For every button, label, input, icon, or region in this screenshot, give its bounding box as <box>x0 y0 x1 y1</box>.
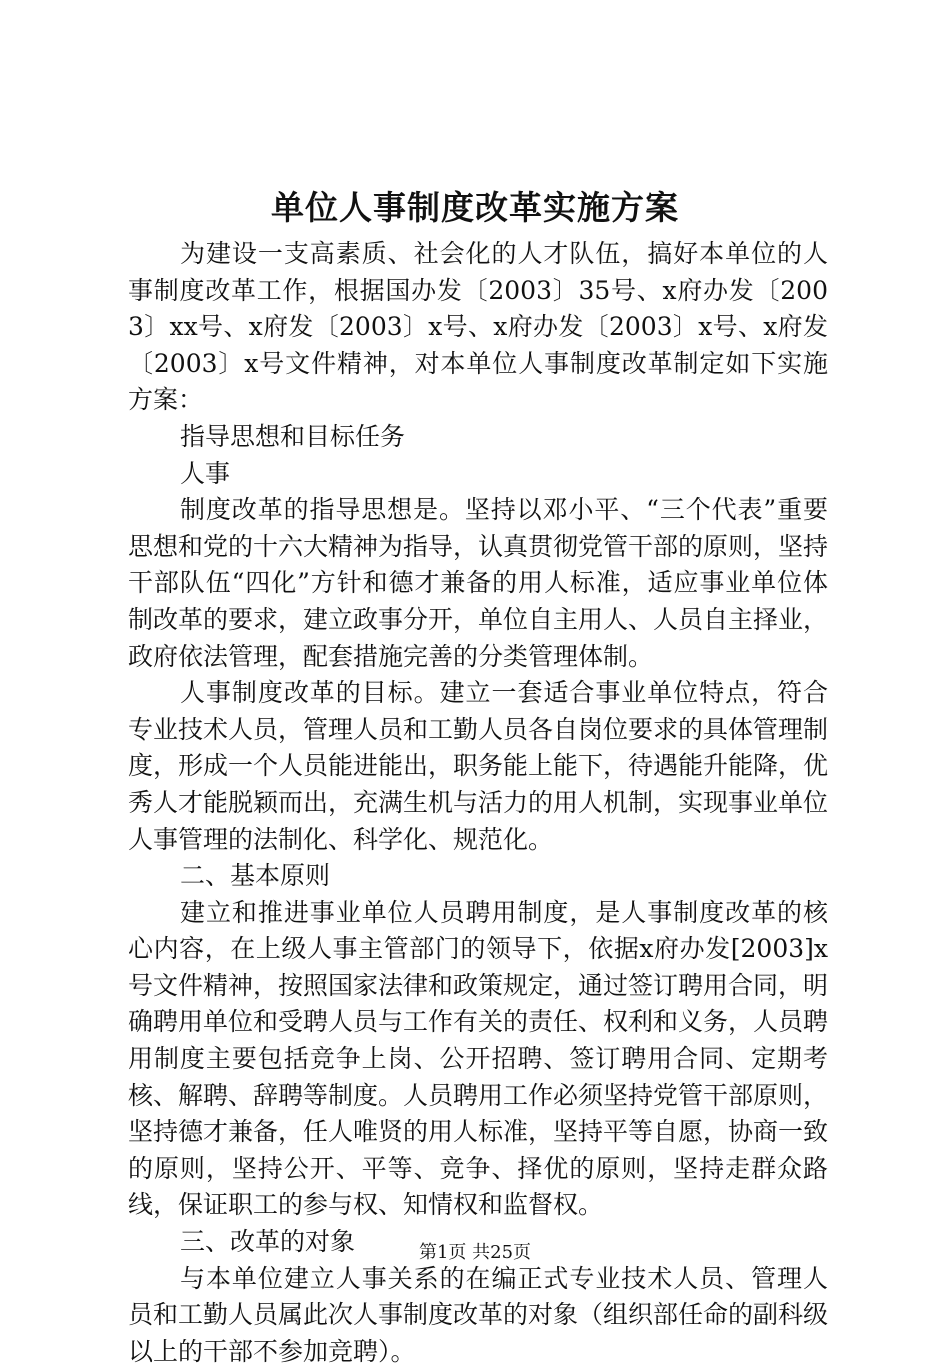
targets-paragraph: 与本单位建立人事关系的在编正式专业技术人员、管理人员和工勤人员属此次人事制度改革的对象（组织部任命的副科级以上的干部不参加竞聘）。 <box>128 1263 829 1366</box>
section-heading-guiding: 指导思想和目标任务 <box>180 421 406 451</box>
section-heading-principles: 二、基本原则 <box>180 861 331 891</box>
reform-goal-paragraph: 人事制度改革的目标。建立一套适合事业单位特点，符合专业技术人员，管理人员和工勤人员各自岗位要求的具体管理制度，形成一个人员能进能出，职务能上能下，待遇能升能降，优秀人才能脱颖而出，充满生机与活力的用人机制，实现事业单位人事管理的法制化、科学化、规范化。 <box>128 678 829 854</box>
section-heading-targets: 三、改革的对象 <box>180 1227 356 1257</box>
document-body <box>128 236 828 1370</box>
section-label-personnel: 人事 <box>180 458 231 488</box>
guiding-ideology-paragraph: 制度改革的指导思想是。坚持以邓小平、“三个代表”重要思想和党的十六大精神为指导，认真贯彻党管干部的原则，坚持干部队伍“四化”方针和德才兼备的用人标准，适应事业单位体制改革的要求，建立政事分开，单位自主用人、人员自主择业，政府依法管理，配套措施完善的分类管理体制。 <box>128 495 829 671</box>
document-title: 单位人事制度改革实施方案 <box>271 188 679 227</box>
principles-paragraph: 建立和推进事业单位人员聘用制度，是人事制度改革的核心内容，在上级人事主管部门的领导下，依据x府办发[2003]x号文件精神，按照国家法律和政策规定，通过签订聘用合同，明确聘用单位和受聘人员与工作有关的责任、权利和义务，人员聘用制度主要包括竞争上岗、公开招聘、签订聘用合同、定期考核、解聘、辞聘等制度。人员聘用工作必须坚持党管干部原则，坚持德才兼备，任人唯贤的用人标准，坚持平等自愿，协商一致的原则，坚持公开、平等、竞争、择优的原则，坚持走群众路线，保证职工的参与权、知情权和监督权。 <box>128 897 829 1220</box>
intro-paragraph: 为建设一支高素质、社会化的人才队伍，搞好本单位的人事制度改革工作，根据国办发〔2003〕35号、x府办发〔2003〕xx号、x府发〔2003〕x号、x府办发〔2003〕x号、x府发〔2003〕x号文件精神，对本单位人事制度改革制定如下实施方案： <box>128 239 828 415</box>
page-footer: 第1页 共25页 <box>418 1242 532 1263</box>
